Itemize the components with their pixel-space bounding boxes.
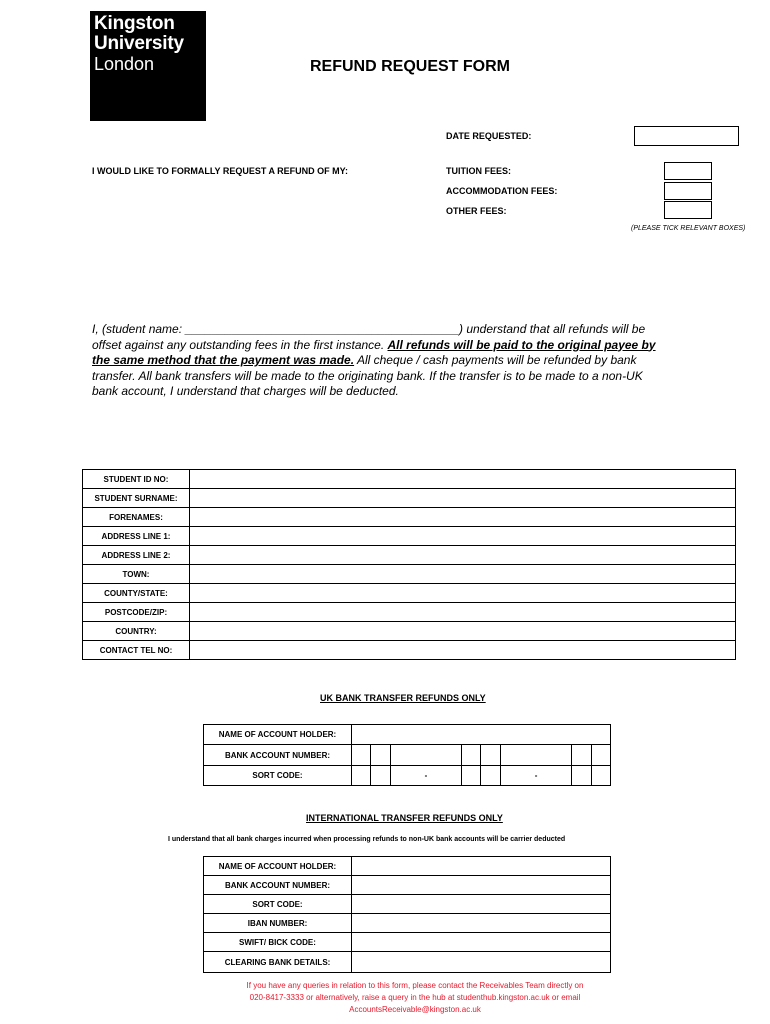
- request-label: I WOULD LIKE TO FORMALLY REQUEST A REFUND OF MY:: [92, 166, 348, 176]
- student-details-table: [82, 469, 736, 660]
- student-surname-label: STUDENT SURNAME:: [83, 489, 190, 508]
- account-digit-5[interactable]: [481, 745, 500, 766]
- account-digit-7[interactable]: [572, 745, 591, 766]
- intl-sort-code-label: SORT CODE:: [204, 895, 352, 914]
- intl-section-header: INTERNATIONAL TRANSFER REFUNDS ONLY: [306, 813, 503, 823]
- student-id-field[interactable]: [190, 470, 736, 489]
- table-row: [204, 876, 611, 895]
- table-row: [83, 584, 736, 603]
- uk-sort-code-label: SORT CODE:: [204, 766, 352, 786]
- address-line-1-field[interactable]: [190, 527, 736, 546]
- uk-section-header: UK BANK TRANSFER REFUNDS ONLY: [320, 693, 486, 703]
- sort-digit-4[interactable]: [481, 766, 500, 786]
- contact-info: [200, 980, 630, 1016]
- date-requested-field[interactable]: [634, 126, 739, 146]
- intl-account-number-label: BANK ACCOUNT NUMBER:: [204, 876, 352, 895]
- uk-account-holder-field[interactable]: [352, 725, 611, 745]
- other-fees-checkbox[interactable]: [664, 201, 712, 219]
- account-digit-6[interactable]: [500, 745, 571, 766]
- address-line-2-label: ADDRESS LINE 2:: [83, 546, 190, 565]
- logo-line-1: Kingston: [94, 13, 175, 34]
- declaration-text: [92, 322, 672, 400]
- table-row: [83, 622, 736, 641]
- sort-separator-2: -: [500, 766, 571, 786]
- table-row: [83, 508, 736, 527]
- tuition-fees-checkbox[interactable]: [664, 162, 712, 180]
- table-row: [83, 527, 736, 546]
- table-row: [83, 565, 736, 584]
- table-row: [204, 766, 611, 786]
- clearing-bank-label: CLEARING BANK DETAILS:: [204, 952, 352, 973]
- student-id-label: STUDENT ID NO:: [83, 470, 190, 489]
- logo-line-3: London: [94, 54, 155, 74]
- table-row: [204, 914, 611, 933]
- contact-tel-field[interactable]: [190, 641, 736, 660]
- table-row: [83, 489, 736, 508]
- intl-account-number-field[interactable]: [352, 876, 611, 895]
- intl-charges-note: I understand that all bank charges incurred when processing refunds to non-UK bank accounts will be carrier deducted: [168, 836, 566, 843]
- table-row: [204, 745, 611, 766]
- contact-line-2: 020-8417-3333 or alternatively, raise a query in the hub at studenthub.kingston.ac.uk or email: [249, 993, 581, 1002]
- uk-account-number-label: BANK ACCOUNT NUMBER:: [204, 745, 352, 766]
- account-digit-4[interactable]: [462, 745, 481, 766]
- sort-digit-5[interactable]: [572, 766, 591, 786]
- uk-bank-table: [203, 724, 611, 786]
- address-line-1-label: ADDRESS LINE 1:: [83, 527, 190, 546]
- uk-account-holder-label: NAME OF ACCOUNT HOLDER:: [204, 725, 352, 745]
- sort-digit-2[interactable]: [371, 766, 390, 786]
- iban-label: IBAN NUMBER:: [204, 914, 352, 933]
- logo-line-2: University: [94, 33, 184, 54]
- postcode-label: POSTCODE/ZIP:: [83, 603, 190, 622]
- table-row: [83, 546, 736, 565]
- county-state-label: COUNTY/STATE:: [83, 584, 190, 603]
- county-state-field[interactable]: [190, 584, 736, 603]
- country-label: COUNTRY:: [83, 622, 190, 641]
- clearing-bank-field[interactable]: [352, 952, 611, 973]
- table-row: [83, 641, 736, 660]
- accommodation-fees-label: ACCOMMODATION FEES:: [446, 186, 558, 196]
- account-digit-3[interactable]: [390, 745, 461, 766]
- intl-sort-code-field[interactable]: [352, 895, 611, 914]
- sort-digit-1[interactable]: [352, 766, 371, 786]
- declaration-part-1: I, (student name: _________________________________________) understand that all refunds will be offset against any outstanding fees in the first instance.: [92, 322, 646, 352]
- postcode-field[interactable]: [190, 603, 736, 622]
- table-row: [204, 895, 611, 914]
- contact-line-1: If you have any queries in relation to this form, please contact the Receivables Team directly on: [246, 981, 584, 990]
- table-row: [204, 725, 611, 745]
- town-label: TOWN:: [83, 565, 190, 584]
- iban-field[interactable]: [352, 914, 611, 933]
- table-row: [204, 952, 611, 973]
- sort-digit-3[interactable]: [462, 766, 481, 786]
- town-field[interactable]: [190, 565, 736, 584]
- tuition-fees-label: TUITION FEES:: [446, 166, 511, 176]
- swift-bic-label: SWIFT/ BICK CODE:: [204, 933, 352, 952]
- intl-account-holder-label: NAME OF ACCOUNT HOLDER:: [204, 857, 352, 876]
- sort-separator-1: -: [390, 766, 461, 786]
- forenames-field[interactable]: [190, 508, 736, 527]
- intl-account-holder-field[interactable]: [352, 857, 611, 876]
- form-title: REFUND REQUEST FORM: [310, 58, 510, 75]
- accommodation-fees-checkbox[interactable]: [664, 182, 712, 200]
- account-digit-8[interactable]: [591, 745, 610, 766]
- address-line-2-field[interactable]: [190, 546, 736, 565]
- declaration-bold: All refunds will be paid to the original payee by the same method that the payment was made.: [92, 337, 656, 367]
- table-row: [204, 857, 611, 876]
- declaration-part-2: All cheque / cash payments will be refunded by bank transfer. All bank transfers will be made to the originating bank. If the transfer is to be made to a non-UK bank account, I understand that charges will be deducted.: [92, 353, 643, 398]
- student-surname-field[interactable]: [190, 489, 736, 508]
- table-row: [83, 470, 736, 489]
- university-logo: [90, 11, 206, 121]
- swift-bic-field[interactable]: [352, 933, 611, 952]
- sort-digit-6[interactable]: [591, 766, 610, 786]
- table-row: [83, 603, 736, 622]
- contact-email-link[interactable]: AccountsReceivable@kingston.ac.uk: [349, 1005, 481, 1014]
- date-requested-label: DATE REQUESTED:: [446, 131, 532, 141]
- table-row: [204, 933, 611, 952]
- contact-tel-label: CONTACT TEL NO:: [83, 641, 190, 660]
- account-digit-1[interactable]: [352, 745, 371, 766]
- forenames-label: FORENAMES:: [83, 508, 190, 527]
- intl-bank-table: [203, 856, 611, 973]
- tick-boxes-note: (PLEASE TICK RELEVANT BOXES): [631, 225, 746, 232]
- account-digit-2[interactable]: [371, 745, 390, 766]
- country-field[interactable]: [190, 622, 736, 641]
- other-fees-label: OTHER FEES:: [446, 206, 507, 216]
